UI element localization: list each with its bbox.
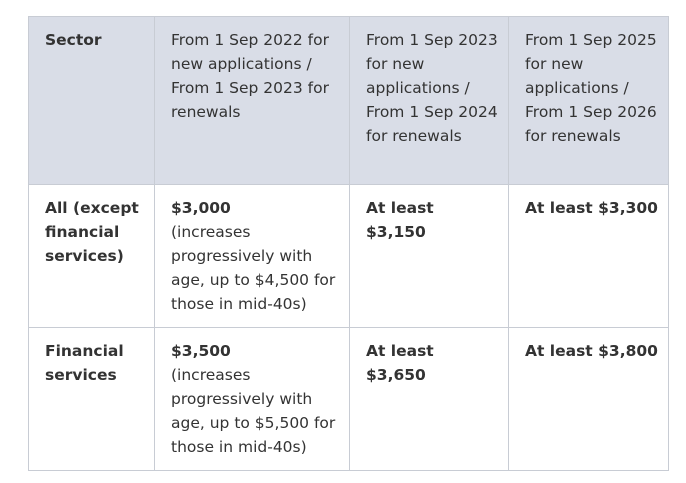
sector-cell: Financial services bbox=[29, 328, 155, 471]
header-period-2022: From 1 Sep 2022 for new applications / From 1 Sep 2023 for renewals bbox=[155, 17, 350, 185]
header-period-2023: From 1 Sep 2023 for new applications / From 1 Sep 2024 for renewals bbox=[350, 17, 509, 185]
salary-amount: $3,000 bbox=[171, 199, 231, 217]
salary-table-container bbox=[28, 16, 669, 471]
salary-cell-2025: At least $3,300 bbox=[509, 185, 669, 328]
table-header bbox=[29, 17, 669, 185]
table-body bbox=[29, 185, 669, 471]
salary-cell-2023: At least $3,650 bbox=[350, 328, 509, 471]
salary-note: (increases progressively with age, up to $4,500 for those in mid-40s) bbox=[171, 223, 336, 313]
table-row-all-sectors bbox=[29, 185, 669, 328]
header-row bbox=[29, 17, 669, 185]
header-period-2025: From 1 Sep 2025 for new applications / From 1 Sep 2026 for renewals bbox=[509, 17, 669, 185]
salary-amount: $3,500 bbox=[171, 342, 231, 360]
salary-cell-2025: At least $3,800 bbox=[509, 328, 669, 471]
salary-cell-2022 bbox=[155, 328, 350, 471]
header-sector: Sector bbox=[29, 17, 155, 185]
salary-note: (increases progressively with age, up to $5,500 for those in mid-40s) bbox=[171, 366, 336, 456]
qualifying-salary-table bbox=[28, 16, 669, 471]
salary-cell-2023: At least $3,150 bbox=[350, 185, 509, 328]
salary-cell-2022 bbox=[155, 185, 350, 328]
table-row-financial-services bbox=[29, 328, 669, 471]
sector-cell: All (except financial services) bbox=[29, 185, 155, 328]
